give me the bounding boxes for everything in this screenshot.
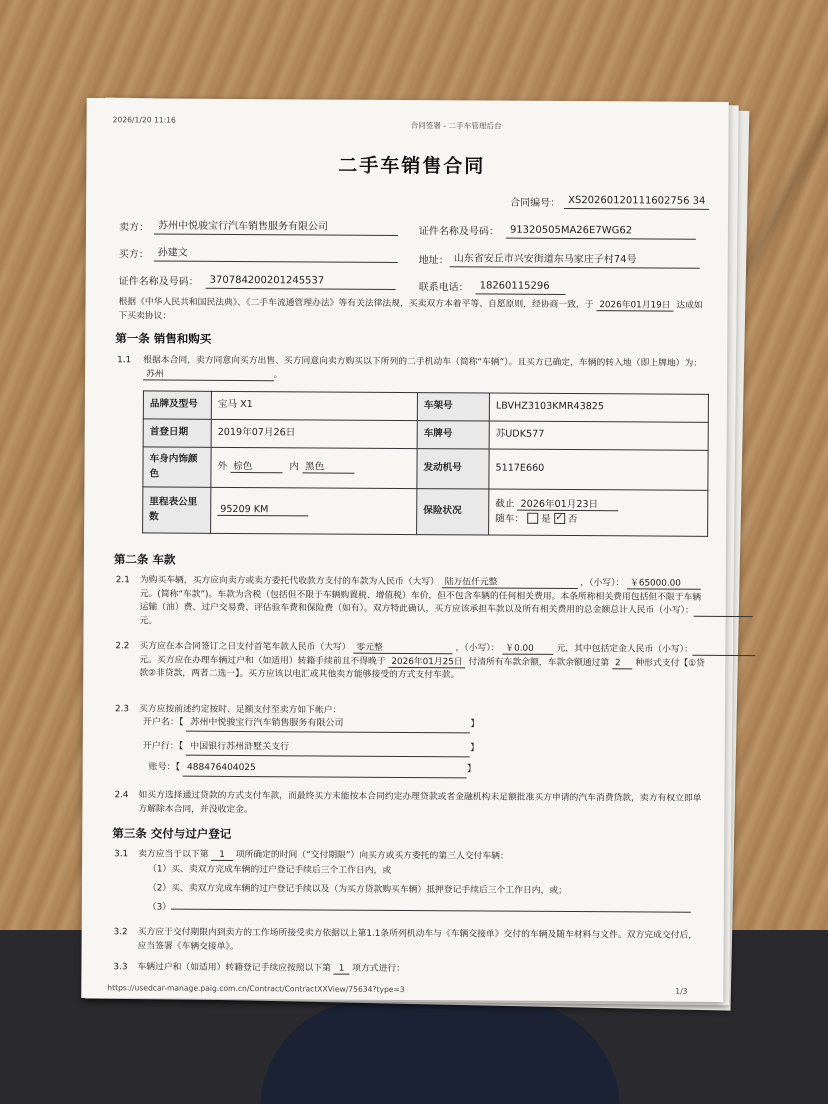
print-page-title: 合同签署 - 二手车管理后台 xyxy=(410,121,502,131)
seller-name: 苏州中悦骏宝行汽车销售服务有限公司 xyxy=(154,218,398,235)
balance-due-date: 2026年01月25日 xyxy=(388,657,465,668)
buyer-phone: 18260115296 xyxy=(476,278,566,295)
account-holder: 苏州中悦骏宝行汽车销售服务有限公司 xyxy=(186,717,470,733)
account-row: 账号：【 488476404025 】 xyxy=(149,761,476,777)
interior-label: 内 xyxy=(289,461,300,473)
vin-value: LBVHZ3103KMR43825 xyxy=(489,393,708,422)
article-1-title: 第一条 销售和购买 xyxy=(115,331,212,346)
preamble-tail: 达成如下买卖协议： xyxy=(118,300,703,322)
clause-3-3-text-b: 项方式进行： xyxy=(352,963,406,975)
insurance-label: 保险状况 xyxy=(417,489,489,535)
mileage-label: 里程表公里数 xyxy=(143,487,211,533)
clause-1-1-text: 根据本合同，卖方同意向买方出售、买方同意向卖方购买以下所列的二手机动车（简称“车辆”）。且买方已确定，车辆的转入地（即上牌地）为： xyxy=(143,355,703,369)
seller-id: 91320505MA26E7WG62 xyxy=(506,223,696,240)
bank-label: 开户行： xyxy=(142,741,179,752)
interior-color: 黑色 xyxy=(302,462,354,474)
clause-number: 1.1 xyxy=(117,355,132,366)
clause-2-3-text: 买方应按前述约定按时、足额支付至卖方如下帐户： xyxy=(138,704,342,716)
engine-value: 5117E660 xyxy=(489,449,708,490)
insurance-follow-label: 随车： xyxy=(495,513,525,525)
vin-label: 车架号 xyxy=(417,393,489,421)
clause-2-2 xyxy=(139,640,707,684)
delivery-option-3 xyxy=(148,901,691,918)
clause-2-1-text-b: ，（小写）： xyxy=(580,578,625,589)
registration-city: 苏州 xyxy=(143,369,274,381)
delivery-option-1: （1）买、卖双方完成车辆的过户登记手续后三个工作日内，或 xyxy=(148,864,392,876)
seller-label: 卖方： xyxy=(118,222,149,234)
preamble-text: 根据《中华人民共和国民法典》、《二手车流通管理办法》等有关法律法规，买卖双方本着平等、自愿原则，经协商一致，于 xyxy=(118,297,594,311)
clause-2-2-text-d: 元。买方应在办理车辆过户和（如适用）转籍手续前且不得晚于 xyxy=(139,655,386,667)
seller-id-label: 证件名称及号码： xyxy=(418,226,499,238)
buyer-name: 孙建文 xyxy=(154,245,398,262)
mileage-value xyxy=(211,487,417,534)
insurance-value xyxy=(489,489,708,536)
clause-2-2-text-b: ，（小写）： xyxy=(455,643,500,654)
clause-number: 3.3 xyxy=(113,962,128,973)
account-holder-label: 开户名： xyxy=(142,717,179,728)
clause-2-1-text-a: 为购买车辆，买方应向卖方或卖方委托代收款方支付的车款为人民币（大写） xyxy=(139,575,439,588)
footer-url: https://usedcar-manage.paig.com.cn/Contract/ContractXXView/75634?type=3 xyxy=(107,983,405,995)
clause-2-1-text-c: 元。(简称“车款”)。车款为含税（包括但不限于车辆购置税、增值税）车价，但不包含车辆的任何相关费用。本条所称相关费用包括但不限于车辆运输（油）费、过户交易费、评估验车费和保险费（如有）。双方特此确认，买方应该承担车款以及所有相关费用的总金额总计人民币（小写）： xyxy=(139,589,702,617)
checkbox-yes-label: 是 xyxy=(541,513,551,525)
clause-2-1-text-d: 元。 xyxy=(139,616,158,627)
clause-number: 3.2 xyxy=(113,927,128,938)
color-label: 车身内饰颜色 xyxy=(143,447,211,487)
payment-method: 2 xyxy=(612,658,633,669)
price-numeric: ￥65000.00 xyxy=(627,578,701,589)
account-holder-row: 开户名：【 苏州中悦骏宝行汽车销售服务有限公司 】 xyxy=(143,716,479,733)
clause-2-2-text-a: 买方应在本合同签订之日支付首笔车款人民币（大写） xyxy=(139,641,351,653)
document-title: 二手车销售合同 xyxy=(338,154,486,178)
plate-value: 苏UDK577 xyxy=(489,421,708,450)
contract-number: XS20260120111602756 34 xyxy=(564,193,709,210)
account-number: 488476404025 xyxy=(183,762,467,778)
color-value xyxy=(211,447,417,488)
brand-label: 品牌及型号 xyxy=(143,391,211,419)
contract-page xyxy=(81,98,728,1002)
clause-3-1-text-b: 项所确定的时间（“交付期限”）向买方或买方委托的第三人交付车辆： xyxy=(235,849,509,862)
price-uppercase: 陆万伍仟元整 xyxy=(442,577,578,589)
buyer-address-label: 地址： xyxy=(418,255,449,267)
contract-number-label: 合同编号： xyxy=(510,197,561,209)
clause-number: 2.2 xyxy=(115,641,130,652)
preamble-date: 2026年01月19日 xyxy=(596,300,673,311)
checkbox-no-checked-icon: ✓ xyxy=(555,512,564,523)
footer-page-number: 1/3 xyxy=(675,986,688,996)
clause-number: 2.4 xyxy=(114,790,129,801)
delivery-option: 1 xyxy=(211,850,233,861)
engine-label: 发动机号 xyxy=(417,449,489,489)
article-2-title: 第二条 车款 xyxy=(113,552,176,567)
clause-1-1: 根据本合同，卖方同意向买方出售、买方同意向卖方购买以下所列的二手机动车（简称“车辆”）。且买方已确定，车辆的转入地（即上牌地）为： 苏州 。 xyxy=(143,355,703,380)
clause-2-2-text-e: 付清所有车款余额，车款余额通过第 xyxy=(468,657,610,668)
buyer-id-label: 证件名称及号码： xyxy=(118,276,199,288)
clause-2-2-text-f: 种形式支付【①贷款②非贷款，两者二选一】。买方应该以电汇或其他卖方能够接受的方式支付车款。 xyxy=(139,658,705,681)
clause-3-3 xyxy=(137,961,705,978)
vehicle-table xyxy=(142,390,709,536)
brand-value: 宝马 X1 xyxy=(211,391,417,420)
checkbox-yes xyxy=(527,513,538,524)
preamble xyxy=(118,296,708,327)
clause-2-1 xyxy=(140,574,708,632)
clause-3-1 xyxy=(138,848,706,865)
clause-3-2: 买方应于交付期限内到卖方的工作场所接受卖方依据以上第1.1条所列机动车与《车辆交接单》交付的车辆及随车材料与文件。双方完成交付后，应当签署《车辆交接单》。 xyxy=(137,927,698,952)
buyer-id: 370784200201245537 xyxy=(206,273,396,290)
bank-name: 中国银行苏州浒墅关支行 xyxy=(186,741,470,757)
exterior-label: 外 xyxy=(217,461,228,473)
mileage: 95209 KM xyxy=(217,504,308,517)
down-payment-numeric: ￥0.00 xyxy=(502,644,553,655)
reg-date-value: 2019年07月26日 xyxy=(211,419,417,448)
clause-number: 3.1 xyxy=(114,849,129,860)
exterior-color: 棕色 xyxy=(230,461,282,473)
bank-row: 开户行：【 中国银行苏州浒墅关支行 】 xyxy=(143,740,479,757)
checkbox-no-label: 否 xyxy=(567,513,578,525)
insurance-prefix: 截止 xyxy=(495,498,515,510)
clause-number: 2.3 xyxy=(114,704,130,715)
print-timestamp: 2026/1/20 11:16 xyxy=(112,115,176,125)
insurance-date: 2026年01月23日 xyxy=(517,499,618,512)
article-3-title: 第三条 交付与过户登记 xyxy=(112,826,232,841)
account-number-label: 账号： xyxy=(148,762,176,773)
clause-3-3-text-a: 车辆过户和（如适用）转籍登记手续应按照以下第 xyxy=(137,962,332,974)
clause-2-4: 如买方选择通过贷款的方式支付车款，而最终买方未能按本合同约定办理贷款或者金融机构未足额批准买方申请的汽车消费贷款，卖方有权立即单方解除本合同，并没收定金。 xyxy=(138,790,702,815)
reg-date-label: 首登日期 xyxy=(143,419,211,447)
delivery-option-2: （2）买、卖双方完成车辆的过户登记手续以及（为买方贷款购买车辆）抵押登记手续后三个工作日内，或； xyxy=(147,883,568,896)
buyer-address: 山东省安丘市兴安街道东马家庄子村74号 xyxy=(450,251,700,269)
buyer-label: 买方： xyxy=(118,249,149,261)
transfer-option: 1 xyxy=(334,964,350,975)
down-payment-uppercase: 零元整 xyxy=(353,643,452,655)
buyer-phone-label: 联系电话： xyxy=(418,282,469,294)
delivery-option-3-label: （3） xyxy=(147,902,172,913)
clause-2-2-text-c: 元，其中包括定金人民币（小写）： xyxy=(556,643,693,655)
shoe xyxy=(260,1000,620,1104)
plate-label: 车牌号 xyxy=(417,421,489,449)
clause-3-1-text-a: 卖方应当于以下第 xyxy=(138,849,209,860)
clause-number: 2.1 xyxy=(115,575,130,586)
